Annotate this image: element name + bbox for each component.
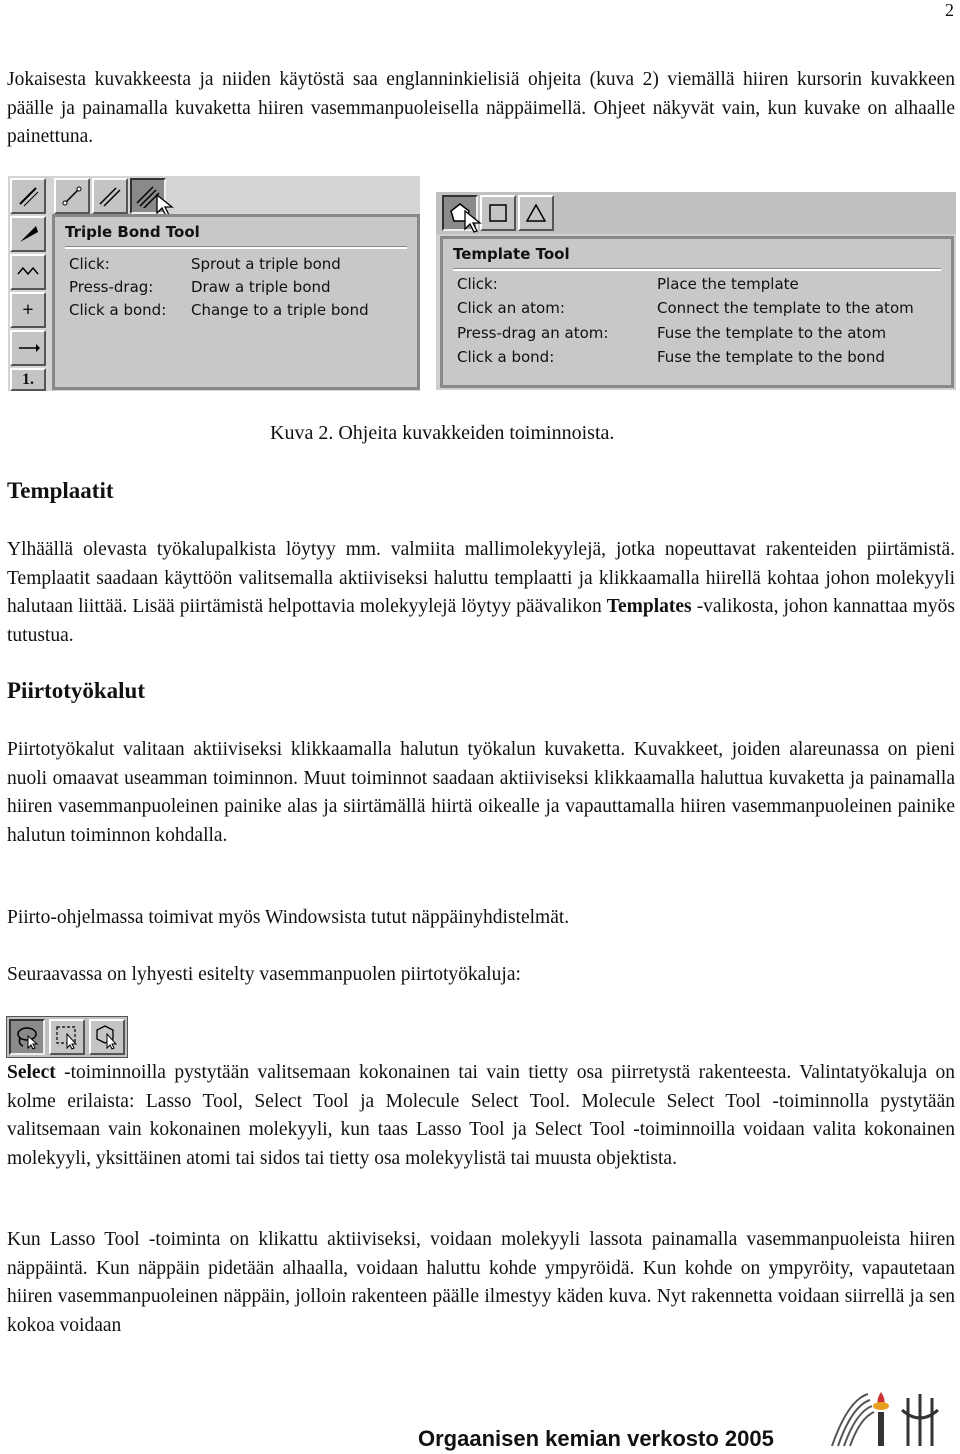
help-action: Click an atom: <box>457 299 565 317</box>
help-action: Click a bond: <box>69 301 167 319</box>
help-title: Template Tool <box>453 245 570 263</box>
templaatit-text-a: Ylhäällä olevasta työkalupalkista löytyy mm. valmiita mallimolekyylejä, jotka nopeuttavat rakenteiden piirtämistä. Templaatit saadaan käyttöön valitsemalla aktiiviseksi haluttu templaatti ja klikkaamalla hiirellä kohtaa johon molekyyli halutaan liittää. Lisää piirtämistä helpottavia molekyylejä löytyy päävalikon <box>7 539 955 617</box>
piirtotyokalut-paragraph-1: Piirtotyökalut valitaan aktiiviseksi klikkaamalla halutun työkalun kuvaketta. Kuvakkeet, joiden alareunassa on pieni nuoli omaavat useamman toiminnon. Muut toiminnot saadaan aktiiviseksi klikkaamalla haluttua kuvaketta ja painamalla hiiren vasemmanpuoleinen painike alas ja siirtämällä hiirtä oikealle ja vapauttamalla hiiren vasemmanpuoleinen painike halutun toiminnon kohdalla. <box>7 739 955 846</box>
help-action: Click: <box>69 255 110 273</box>
piirtotyokalut-paragraph-2: Piirto-ohjelmassa toimivat myös Windowsista tutut näppäinyhdistelmät. <box>7 907 570 928</box>
help-effect: Place the template <box>657 275 799 293</box>
figure-caption: Kuva 2. Ohjeita kuvakkeiden toiminnoista. <box>270 422 615 444</box>
double-bond-icon[interactable] <box>92 178 128 214</box>
template-tool-help-screenshot <box>436 192 956 390</box>
triangle-icon[interactable] <box>518 195 554 231</box>
select-tools-strip <box>6 1016 128 1058</box>
template-tool-help-box <box>440 236 954 388</box>
wedge-bond-tool-icon[interactable] <box>10 216 46 252</box>
help-effect: Draw a triple bond <box>191 278 331 296</box>
arrow-tool-icon[interactable] <box>10 330 46 366</box>
help-action: Click: <box>457 275 498 293</box>
help-effect: Fuse the template to the bond <box>657 348 885 366</box>
select-tool-icon[interactable] <box>49 1019 85 1055</box>
section-heading-templaatit: Templaatit <box>7 478 114 503</box>
triple-bond-help-box <box>52 214 420 390</box>
numbering-tool-icon[interactable]: 1. <box>10 368 46 391</box>
piirtotyokalut-paragraph-3: Seuraavassa on lyhyesti esitelty vasemmanpuolen piirtotyökaluja: <box>7 964 521 985</box>
section-heading-piirtotyokalut: Piirtotyökalut <box>7 678 145 703</box>
molecule-select-icon[interactable] <box>89 1019 125 1055</box>
help-title: Triple Bond Tool <box>65 223 200 241</box>
chain-tool-icon[interactable] <box>10 254 46 290</box>
help-effect: Change to a triple bond <box>191 301 369 319</box>
templaatit-paragraph <box>7 536 955 650</box>
intro-paragraph: Jokaisesta kuvakkeesta ja niiden käytöstä saa englanninkielisiä ohjeita (kuva 2) viemällä hiiren kursorin kuvakkeen päälle ja painamalla kuvaketta hiiren vasemmanpuoleisella näppäimellä. Ohjeet näkyvät vain, kun kuvake on alhaalle painettuna. <box>7 69 955 147</box>
single-bond-tool-icon[interactable] <box>10 178 46 214</box>
select-paragraph-2: Kun Lasso Tool -toiminta on klikattu aktiiviseksi, voidaan molekyyli lassota painamalla vasemmanpuoleista hiiren näppäintä. Kun näppäin pidetään alhaalla, voidaan haluttu kohde ympyröidä. Kun kohde on ympyröity, vapautetaan hiiren vasemmanpuoleinen näppäin, jolloin rakenteen päälle ilmestyy käden kuva. Nyt rakennetta voidaan siirrellä ja sen kokoa voidaan <box>7 1229 955 1336</box>
help-effect: Sprout a triple bond <box>191 255 341 273</box>
templates-menu-term: Templates <box>606 596 692 617</box>
help-action: Click a bond: <box>457 348 555 366</box>
rectangle-icon[interactable] <box>480 195 516 231</box>
footer-text: Orgaanisen kemian verkosto 2005 <box>418 1426 774 1451</box>
triple-bond-help-screenshot <box>8 176 420 391</box>
university-logo-icon <box>828 1390 956 1450</box>
page-number: 2 <box>945 0 954 20</box>
select-paragraph-1 <box>7 1059 955 1173</box>
help-effect: Fuse the template to the atom <box>657 324 887 342</box>
lasso-tool-icon[interactable] <box>9 1019 45 1055</box>
single-bond-icon[interactable] <box>54 178 90 214</box>
help-action: Press-drag: <box>69 278 154 296</box>
help-action: Press-drag an atom: <box>457 324 609 342</box>
select-term: Select <box>7 1062 56 1083</box>
charge-plus-tool-icon[interactable]: + <box>10 292 46 328</box>
help-divider <box>453 268 941 271</box>
templaatit-text-b: -valikosta, johon kannattaa myös tutustua. <box>7 596 955 646</box>
help-divider <box>65 246 407 249</box>
select-text: -toiminnoilla pystytään valitsemaan kokonainen tai vain tietty osa piirretystä rakenteesta. Valintatyökaluja on kolme erilaista: Lasso Tool, Select Tool ja Molecule Select Tool. Molecule Select Tool -toiminnolla pystytään valitsemaan vain kokonainen molekyyli, kun taas Lasso Tool ja Select Tool -toiminnoilla voidaan valita kokonainen molekyyli, yksittäinen atomi tai sidos tai tietty osa molekyylistä tai muusta objektista. <box>7 1062 955 1169</box>
mouse-cursor-icon <box>464 210 484 234</box>
help-effect: Connect the template to the atom <box>657 299 914 317</box>
